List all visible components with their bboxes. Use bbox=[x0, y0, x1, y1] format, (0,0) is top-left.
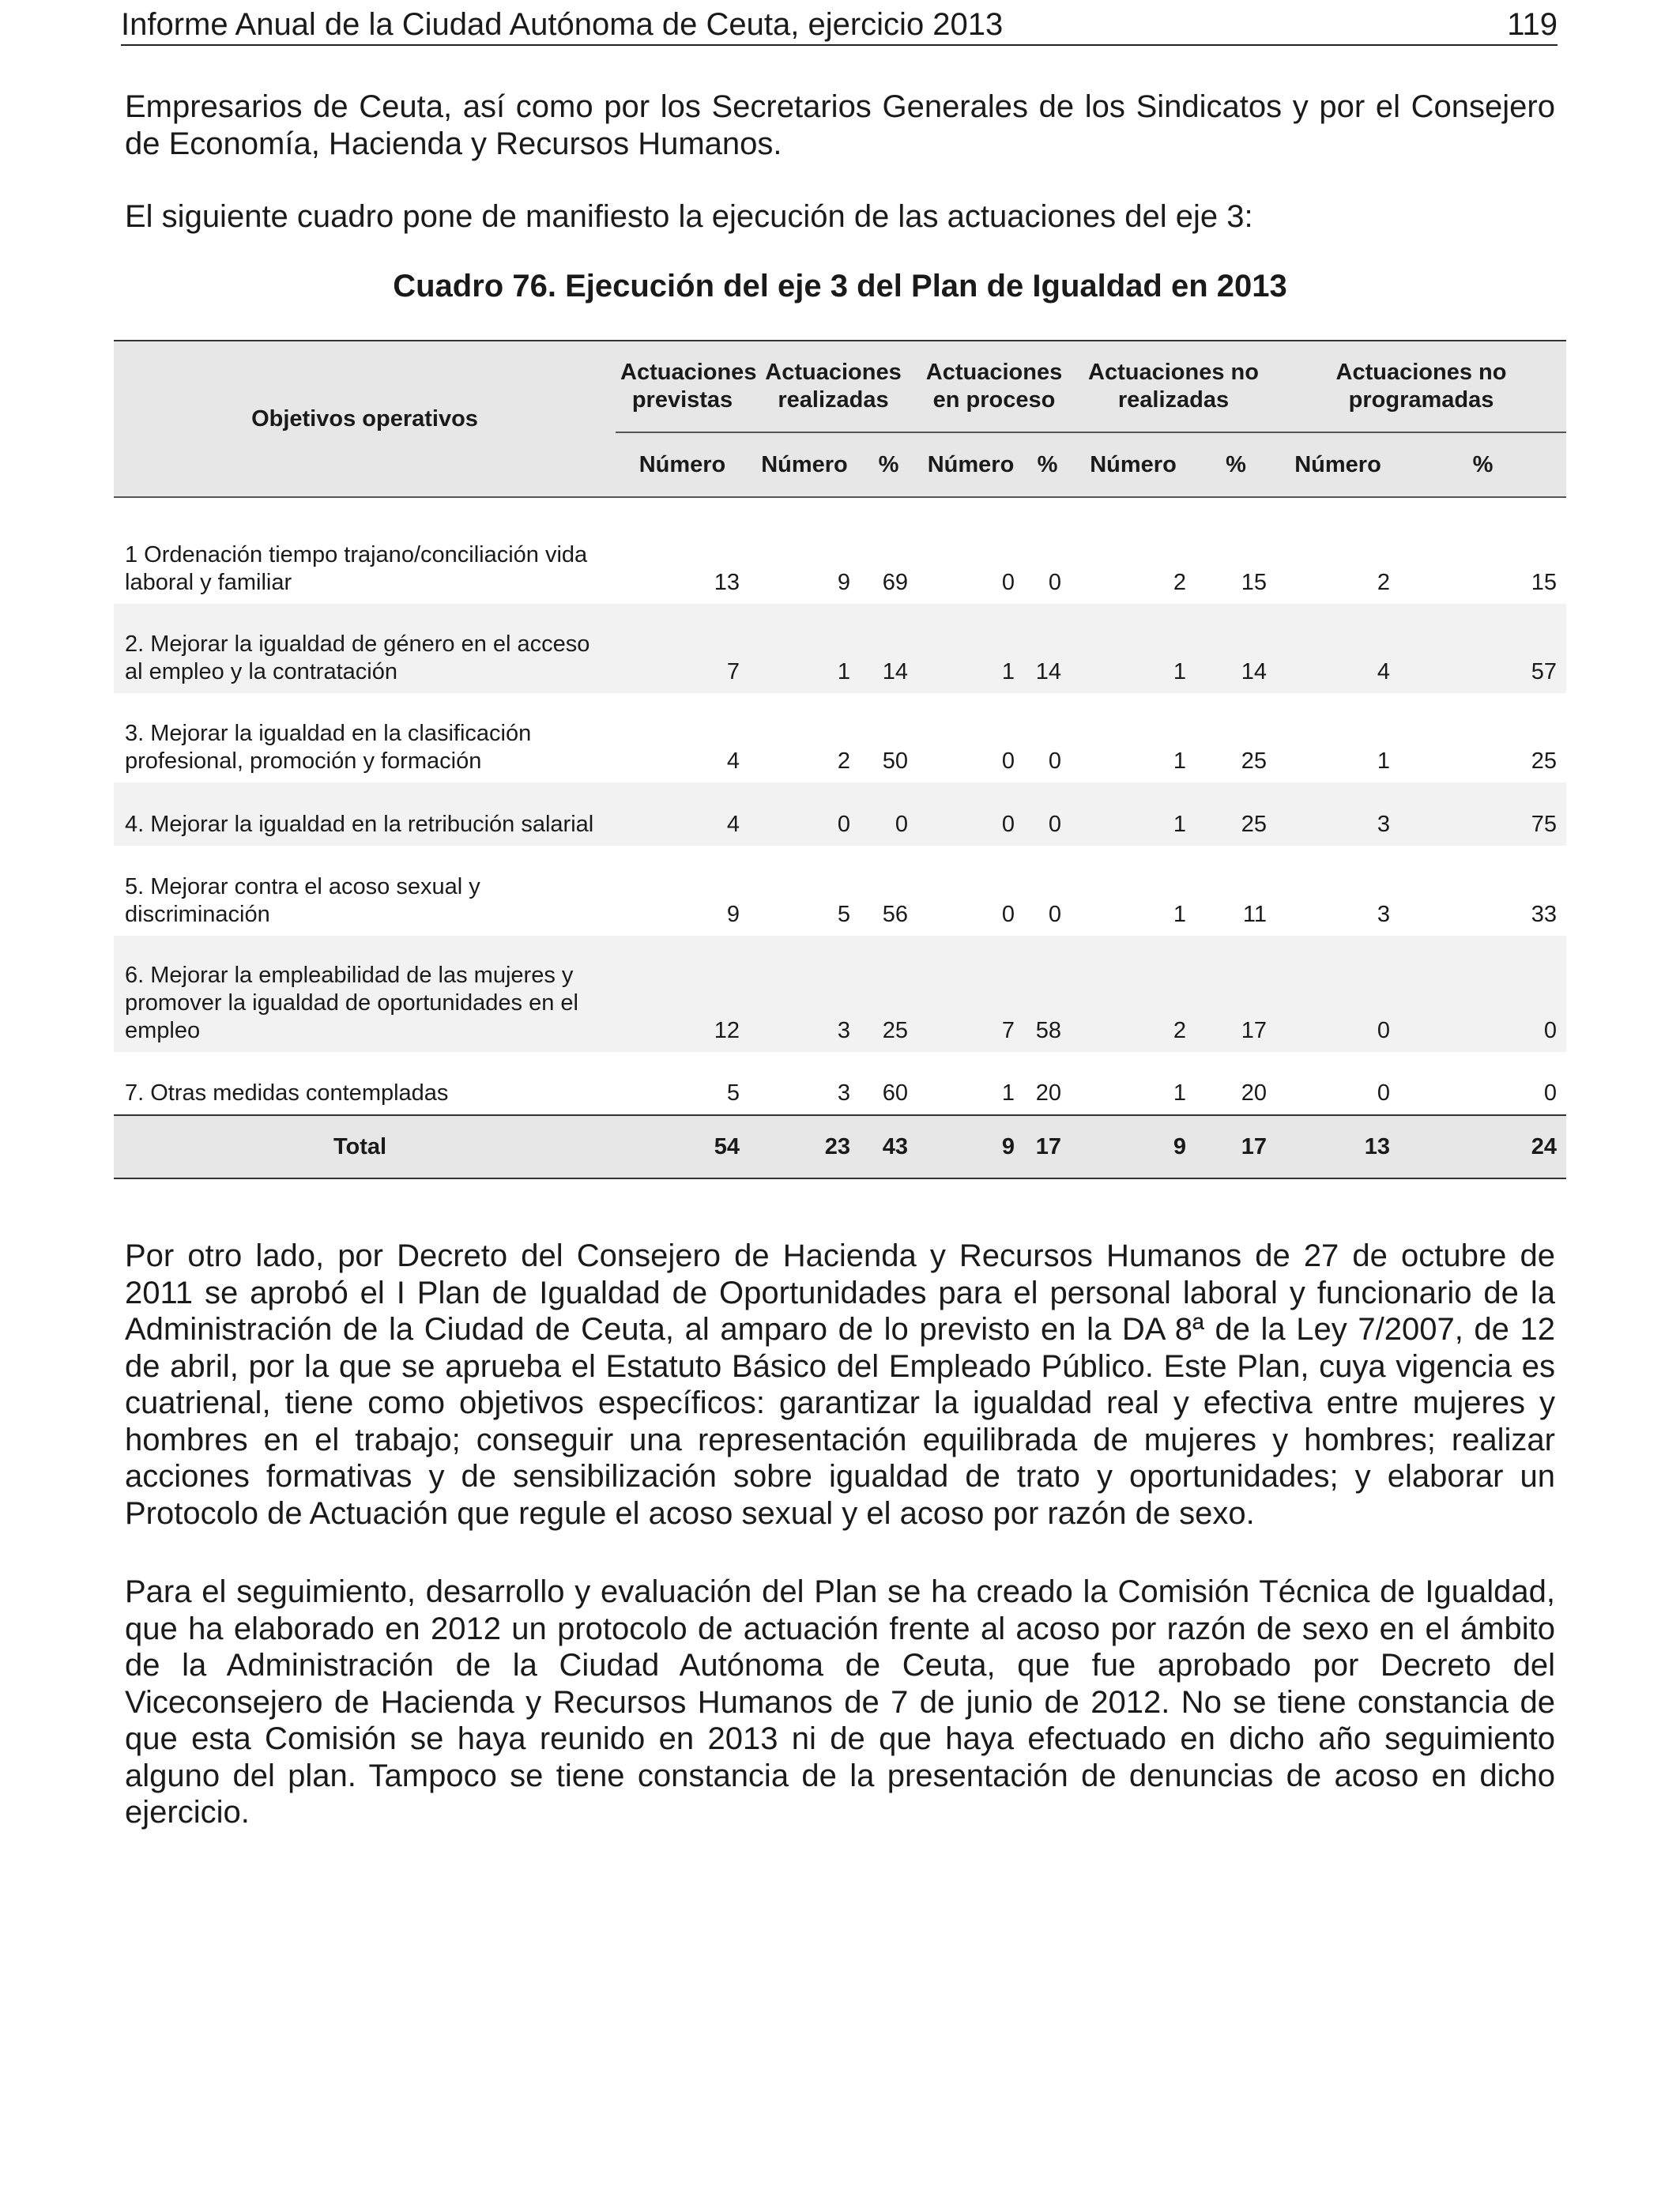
cell-value: 2 bbox=[837, 748, 850, 774]
row-label: 4. Mejorar la igualdad en la retribución salarial bbox=[114, 782, 616, 846]
cell-value: 25 bbox=[1241, 748, 1268, 774]
cell-value: 11 bbox=[1242, 902, 1268, 927]
subheader-percent: % bbox=[1399, 432, 1566, 497]
total-value: 54 bbox=[616, 1115, 749, 1178]
total-value: 23 bbox=[749, 1115, 860, 1178]
cell-value: 0 bbox=[1001, 902, 1015, 927]
execution-table bbox=[114, 340, 1566, 1179]
cell-value: 0 bbox=[1399, 936, 1566, 1052]
paragraph-comision: Para el seguimiento, desarrollo y evaluación del Plan se ha creado la Comisión Técnica de Igualdad, que ha elaborado en 2012 un protocolo de actuación frente al acoso por razón de sexo en el ámbito de la Administración de la Ciudad Autónoma de Ceuta, que fue aprobado por Decreto del Viceconsejero de Hacienda y Recursos Humanos de 7 de junio de 2012. No se tiene constancia de que esta Comisión se haya reunido en 2013 ni de que haya efectuado en dicho año seguimiento alguno del plan. Tampoco se tiene constancia de la presentación de denuncias de acoso en dicho ejercicio. bbox=[125, 1574, 1555, 1830]
cell-value: 1 bbox=[1173, 1080, 1187, 1106]
header-group-realizadas: Actuaciones realizadas bbox=[749, 341, 917, 432]
subheader-numero: Número bbox=[917, 432, 1024, 497]
cell-value: 1 bbox=[917, 604, 1024, 693]
cell-value: 2 bbox=[1173, 570, 1187, 595]
cell-value: 9 bbox=[726, 902, 740, 927]
paragraph-intro: Empresarios de Ceuta, así como por los Secretarios Generales de los Sindicatos y por el Consejero de Economía, Hacienda y Recursos Humanos. bbox=[125, 89, 1555, 161]
cell-value: 56 bbox=[882, 902, 909, 927]
cell-value: 57 bbox=[1399, 604, 1566, 693]
header-group-no-realizadas: Actuaciones no realizadas bbox=[1071, 341, 1276, 432]
cell-value: 25 bbox=[860, 936, 917, 1052]
cell-value: 60 bbox=[882, 1080, 909, 1106]
header-title: Informe Anual de la Ciudad Autónoma de Ceuta, ejercicio 2013 bbox=[121, 7, 1004, 42]
cell-value: 0 bbox=[1048, 570, 1062, 595]
row-label: 3. Mejorar la igualdad en la clasificación profesional, promoción y formación bbox=[125, 721, 532, 774]
cell-value: 20 bbox=[1035, 1080, 1062, 1106]
table-header-row-groups bbox=[114, 341, 1566, 432]
cell-value: 20 bbox=[1241, 1080, 1268, 1106]
cell-value: 0 bbox=[1543, 1080, 1558, 1106]
total-value: 17 bbox=[1196, 1115, 1276, 1178]
header-group-no-programadas: Actuaciones no programadas bbox=[1276, 341, 1566, 432]
cell-value: 0 bbox=[917, 782, 1024, 846]
table-caption: Cuadro 76. Ejecución del eje 3 del Plan de Igualdad en 2013 bbox=[393, 269, 1287, 303]
subheader-numero: Número bbox=[616, 432, 749, 497]
cell-value: 2 bbox=[1071, 936, 1196, 1052]
subheader-percent: % bbox=[1024, 432, 1071, 497]
cell-value: 4 bbox=[1276, 604, 1399, 693]
cell-value: 0 bbox=[1276, 936, 1399, 1052]
table-row bbox=[114, 497, 1566, 604]
cell-value: 1 bbox=[1173, 902, 1187, 927]
cell-value: 14 bbox=[860, 604, 917, 693]
cell-value: 0 bbox=[1024, 782, 1071, 846]
cell-value: 17 bbox=[1196, 936, 1276, 1052]
cell-value: 3 bbox=[1276, 782, 1399, 846]
row-label: 5. Mejorar contra el acoso sexual y discriminación bbox=[125, 874, 480, 927]
table-row bbox=[114, 604, 1566, 693]
row-label: 2. Mejorar la igualdad de género en el acceso al empleo y la contratación bbox=[114, 604, 616, 693]
page-number: 119 bbox=[1507, 7, 1558, 42]
cell-value: 69 bbox=[882, 570, 909, 595]
header-group-previstas: Actuaciones previstas bbox=[616, 341, 749, 432]
cell-value: 5 bbox=[726, 1080, 740, 1106]
table-total-row bbox=[114, 1115, 1566, 1178]
total-value: 17 bbox=[1024, 1115, 1071, 1178]
cell-value: 1 bbox=[1377, 748, 1391, 774]
paragraph-lead: El siguiente cuadro pone de manifiesto la ejecución de las actuaciones del eje 3: bbox=[125, 199, 1253, 234]
cell-value: 13 bbox=[714, 570, 740, 595]
table-row bbox=[114, 693, 1566, 782]
cell-value: 58 bbox=[1024, 936, 1071, 1052]
cell-value: 2 bbox=[1377, 570, 1391, 595]
cell-value: 15 bbox=[1241, 570, 1268, 595]
cell-value: 1 bbox=[1071, 782, 1196, 846]
cell-value: 15 bbox=[1531, 570, 1558, 595]
cell-value: 33 bbox=[1531, 902, 1558, 927]
cell-value: 4 bbox=[616, 782, 749, 846]
table-row bbox=[114, 846, 1566, 936]
cell-value: 3 bbox=[1377, 902, 1391, 927]
cell-value: 50 bbox=[882, 748, 909, 774]
cell-value: 0 bbox=[1377, 1080, 1391, 1106]
subheader-percent: % bbox=[1196, 432, 1276, 497]
cell-value: 14 bbox=[1196, 604, 1276, 693]
subheader-percent: % bbox=[860, 432, 917, 497]
header-group-en-proceso: Actuaciones en proceso bbox=[917, 341, 1071, 432]
table-row bbox=[114, 1052, 1566, 1115]
cell-value: 9 bbox=[837, 570, 850, 595]
cell-value: 1 bbox=[1173, 748, 1187, 774]
paragraph-plan-igualdad: Por otro lado, por Decreto del Consejero de Hacienda y Recursos Humanos de 27 de octubre de 2011 se aprobó el I Plan de Igualdad de Oportunidades para el personal laboral y funcionario de la Administración de la Ciudad de Ceuta, al amparo de lo previsto en la DA 8ª de la Ley 7/2007, de 12 de abril, por la que se aprueba el Estatuto Básico del Empleado Público. Este Plan, cuya vigencia es cuatrienal, tiene como objetivos específicos: garantizar la igualdad real y efectiva entre mujeres y hombres en el trabajo; conseguir una representación equilibrada de mujeres y hombres; realizar acciones formativas y de sensibilización sobre igualdad de trato y oportunidades; y elaborar un Protocolo de Actuación que regule el acoso sexual y el acoso por razón de sexo. bbox=[125, 1238, 1555, 1531]
row-label: 7. Otras medidas contempladas bbox=[125, 1080, 449, 1106]
subheader-numero: Número bbox=[1276, 432, 1399, 497]
total-label: Total bbox=[114, 1115, 616, 1178]
header-objetivos: Objetivos operativos bbox=[114, 341, 616, 497]
row-label: 6. Mejorar la empleabilidad de las mujeres y promover la igualdad de oportunidades en el empleo bbox=[114, 936, 616, 1052]
total-value: 9 bbox=[1071, 1115, 1196, 1178]
cell-value: 25 bbox=[1196, 782, 1276, 846]
table-row bbox=[114, 782, 1566, 846]
cell-value: 14 bbox=[1024, 604, 1071, 693]
subheader-numero: Número bbox=[749, 432, 860, 497]
total-value: 24 bbox=[1399, 1115, 1566, 1178]
cell-value: 0 bbox=[1048, 748, 1062, 774]
running-header bbox=[121, 5, 1558, 46]
cell-value: 0 bbox=[749, 782, 860, 846]
row-label: 1 Ordenación tiempo trajano/conciliación vida laboral y familiar bbox=[125, 542, 588, 595]
cell-value: 7 bbox=[917, 936, 1024, 1052]
cell-value: 5 bbox=[837, 902, 850, 927]
total-value: 13 bbox=[1276, 1115, 1399, 1178]
table-row bbox=[114, 936, 1566, 1052]
cell-value: 12 bbox=[616, 936, 749, 1052]
cell-value: 0 bbox=[860, 782, 917, 846]
total-value: 9 bbox=[917, 1115, 1024, 1178]
cell-value: 3 bbox=[749, 936, 860, 1052]
cell-value: 3 bbox=[837, 1080, 850, 1106]
cell-value: 1 bbox=[1001, 1080, 1015, 1106]
subheader-numero: Número bbox=[1071, 432, 1196, 497]
cell-value: 0 bbox=[1048, 902, 1062, 927]
cell-value: 0 bbox=[1001, 570, 1015, 595]
cell-value: 0 bbox=[1001, 748, 1015, 774]
cell-value: 1 bbox=[749, 604, 860, 693]
total-value: 43 bbox=[860, 1115, 917, 1178]
cell-value: 25 bbox=[1531, 748, 1558, 774]
cell-value: 75 bbox=[1399, 782, 1566, 846]
cell-value: 4 bbox=[726, 748, 740, 774]
cell-value: 1 bbox=[1071, 604, 1196, 693]
cell-value: 7 bbox=[616, 604, 749, 693]
